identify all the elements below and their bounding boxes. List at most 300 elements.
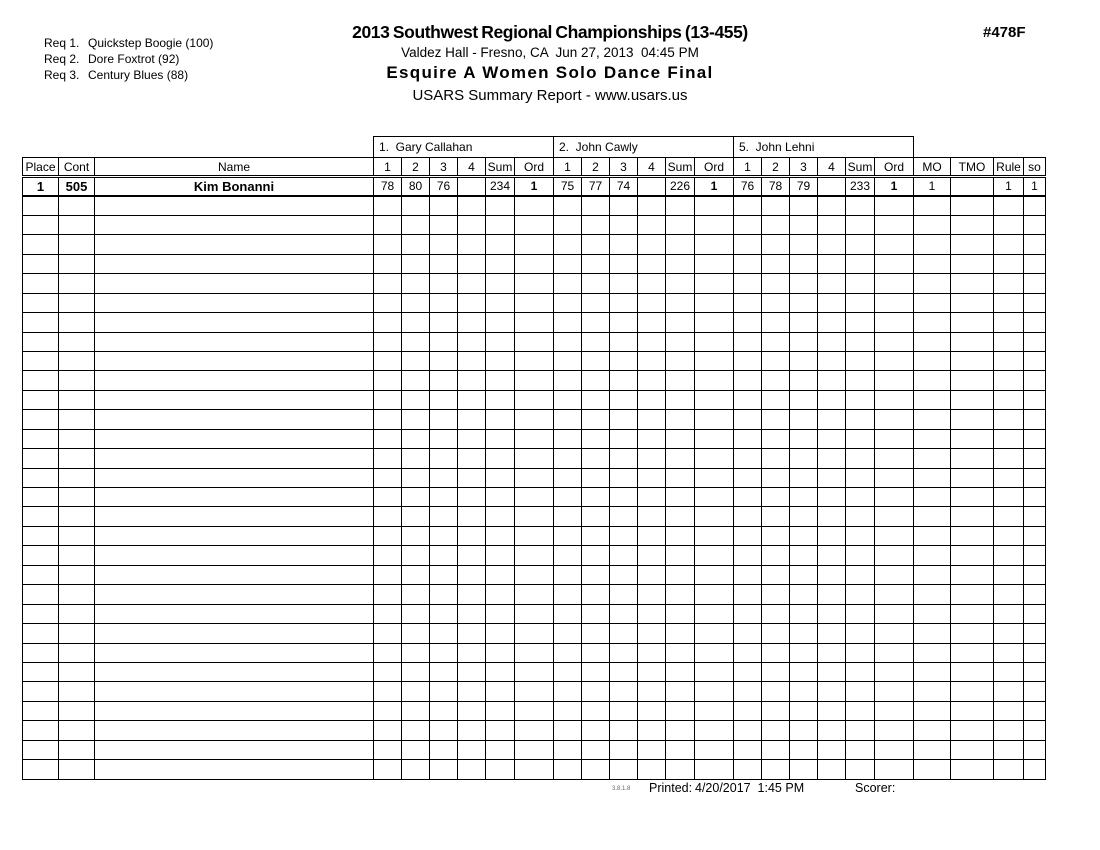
score-cell — [554, 585, 582, 604]
ordinal-cell — [875, 293, 914, 312]
tmo-cell — [951, 390, 994, 409]
sum-cell — [666, 760, 695, 779]
sum-cell — [486, 585, 515, 604]
ordinal-cell — [515, 293, 554, 312]
sum-cell — [666, 565, 695, 584]
score-cell — [762, 662, 790, 681]
sum-cell — [666, 740, 695, 759]
score-cell — [790, 410, 818, 429]
mo-cell — [914, 313, 951, 332]
score-cell — [458, 313, 486, 332]
score-cell — [638, 546, 666, 565]
sum-cell — [846, 682, 875, 701]
place-cell — [23, 488, 59, 507]
place-cell — [23, 351, 59, 370]
sum-cell — [486, 488, 515, 507]
score-cell — [458, 332, 486, 351]
sum-cell — [486, 196, 515, 215]
score-cell — [790, 488, 818, 507]
score-cell — [374, 351, 402, 370]
score-cell — [582, 351, 610, 370]
score-cell — [458, 546, 486, 565]
mo-cell — [914, 643, 951, 662]
mo-cell — [914, 410, 951, 429]
sum-cell — [846, 293, 875, 312]
so-cell — [1024, 565, 1046, 584]
score-cell: 80 — [402, 177, 430, 196]
place-cell — [23, 313, 59, 332]
score-cell — [554, 526, 582, 545]
place-cell — [23, 604, 59, 623]
score-cell — [402, 701, 430, 720]
ordinal-cell — [515, 585, 554, 604]
sum-cell — [846, 196, 875, 215]
score-cell — [790, 332, 818, 351]
empty-row — [23, 760, 1046, 779]
score-cell — [554, 449, 582, 468]
empty-row — [23, 274, 1046, 293]
score-cell — [818, 662, 846, 681]
contestant-number-cell — [59, 293, 95, 312]
rule-cell — [994, 254, 1024, 273]
score-cell — [458, 177, 486, 196]
ordinal-cell — [695, 371, 734, 390]
score-cell — [610, 643, 638, 662]
ordinal-cell — [875, 196, 914, 215]
score-cell — [582, 468, 610, 487]
sum-cell — [486, 760, 515, 779]
score-cell — [402, 740, 430, 759]
score-cell — [610, 585, 638, 604]
score-cell — [374, 313, 402, 332]
tmo-cell — [951, 371, 994, 390]
score-cell — [554, 351, 582, 370]
mo-cell — [914, 196, 951, 215]
score-cell — [430, 371, 458, 390]
ordinal-cell — [695, 235, 734, 254]
score-cell — [762, 682, 790, 701]
score-cell — [762, 254, 790, 273]
ordinal-cell — [695, 449, 734, 468]
mo-cell — [914, 293, 951, 312]
tmo-cell — [951, 488, 994, 507]
score-cell — [610, 721, 638, 740]
skater-name-cell — [95, 585, 374, 604]
score-cell — [582, 254, 610, 273]
score-cell — [430, 682, 458, 701]
judge-row-spacer — [914, 137, 1046, 158]
score-cell — [762, 371, 790, 390]
score-cell — [790, 293, 818, 312]
score-cell — [430, 643, 458, 662]
mo-cell — [914, 215, 951, 234]
sum-cell — [666, 215, 695, 234]
so-cell — [1024, 624, 1046, 643]
mo-cell — [914, 604, 951, 623]
empty-row — [23, 390, 1046, 409]
score-cell — [762, 235, 790, 254]
score-cell — [582, 488, 610, 507]
sum-cell — [486, 390, 515, 409]
ordinal-cell — [875, 760, 914, 779]
sum-cell — [666, 390, 695, 409]
so-cell — [1024, 371, 1046, 390]
score-cell — [818, 254, 846, 273]
score-cell — [402, 760, 430, 779]
sum-cell — [846, 526, 875, 545]
score-cell — [402, 215, 430, 234]
score-cell — [582, 332, 610, 351]
score-cell — [818, 585, 846, 604]
score-table — [22, 136, 1046, 780]
contestant-number-cell: 505 — [59, 177, 95, 196]
score-cell — [790, 526, 818, 545]
col-header-sum: Sum — [666, 158, 695, 177]
rule-cell: 1 — [994, 177, 1024, 196]
empty-row — [23, 351, 1046, 370]
ordinal-cell — [515, 488, 554, 507]
so-cell — [1024, 643, 1046, 662]
score-cell — [582, 682, 610, 701]
score-cell — [818, 293, 846, 312]
score-cell — [762, 351, 790, 370]
score-cell — [610, 682, 638, 701]
score-cell — [582, 274, 610, 293]
tmo-cell — [951, 760, 994, 779]
contestant-number-cell — [59, 701, 95, 720]
ordinal-cell: 1 — [875, 177, 914, 196]
score-cell — [818, 390, 846, 409]
mo-cell — [914, 721, 951, 740]
rule-cell — [994, 760, 1024, 779]
ordinal-cell — [695, 740, 734, 759]
sum-cell — [486, 546, 515, 565]
title-block — [0, 0, 1100, 104]
score-cell — [638, 468, 666, 487]
mo-cell — [914, 585, 951, 604]
tmo-cell — [951, 643, 994, 662]
score-cell — [402, 449, 430, 468]
ordinal-cell — [875, 526, 914, 545]
score-cell — [430, 235, 458, 254]
col-header-sum: Sum — [486, 158, 515, 177]
score-cell — [430, 585, 458, 604]
column-header-row — [23, 158, 1046, 177]
sum-cell — [666, 662, 695, 681]
score-cell — [638, 449, 666, 468]
empty-row — [23, 449, 1046, 468]
col-header-score-2: 2 — [762, 158, 790, 177]
score-cell — [734, 662, 762, 681]
sum-cell — [666, 429, 695, 448]
score-cell — [762, 410, 790, 429]
score-cell — [554, 565, 582, 584]
sum-cell — [666, 274, 695, 293]
score-cell — [554, 488, 582, 507]
score-cell — [818, 740, 846, 759]
ordinal-cell — [875, 604, 914, 623]
sum-cell — [666, 604, 695, 623]
score-cell — [458, 196, 486, 215]
score-cell — [762, 274, 790, 293]
ordinal-cell — [875, 740, 914, 759]
score-cell — [402, 721, 430, 740]
printed-label: Printed: — [649, 781, 693, 795]
sum-cell — [666, 488, 695, 507]
col-header-name: Name — [95, 158, 374, 177]
rule-cell — [994, 565, 1024, 584]
score-cell — [818, 449, 846, 468]
score-cell — [610, 215, 638, 234]
skater-name-cell — [95, 488, 374, 507]
so-cell — [1024, 468, 1046, 487]
score-cell — [402, 235, 430, 254]
ordinal-cell — [695, 760, 734, 779]
so-cell — [1024, 351, 1046, 370]
col-header-score-3: 3 — [430, 158, 458, 177]
mo-cell — [914, 507, 951, 526]
skater-name-cell — [95, 468, 374, 487]
score-cell — [582, 624, 610, 643]
score-cell — [402, 526, 430, 545]
score-cell — [554, 235, 582, 254]
sum-cell — [846, 429, 875, 448]
sum-cell — [486, 624, 515, 643]
score-cell — [734, 721, 762, 740]
score-cell — [638, 429, 666, 448]
score-cell — [734, 488, 762, 507]
ordinal-cell: 1 — [515, 177, 554, 196]
score-cell — [734, 740, 762, 759]
place-cell — [23, 662, 59, 681]
tmo-cell — [951, 740, 994, 759]
rule-cell — [994, 526, 1024, 545]
score-cell — [638, 760, 666, 779]
judge-header-row — [23, 137, 1046, 158]
score-cell — [458, 760, 486, 779]
contestant-number-cell — [59, 390, 95, 409]
skater-name-cell — [95, 721, 374, 740]
score-cell — [430, 546, 458, 565]
score-cell — [790, 196, 818, 215]
score-cell: 76 — [734, 177, 762, 196]
rule-cell — [994, 215, 1024, 234]
score-cell — [638, 313, 666, 332]
version-text: 3.8.1.8 — [612, 786, 631, 792]
score-cell — [734, 351, 762, 370]
score-cell — [458, 488, 486, 507]
rule-cell — [994, 507, 1024, 526]
score-cell — [762, 390, 790, 409]
empty-row — [23, 371, 1046, 390]
score-cell — [582, 643, 610, 662]
skater-name-cell — [95, 662, 374, 681]
score-cell — [638, 740, 666, 759]
score-cell — [402, 410, 430, 429]
score-cell — [818, 371, 846, 390]
tmo-cell — [951, 351, 994, 370]
score-cell — [762, 196, 790, 215]
score-cell — [818, 332, 846, 351]
rule-cell — [994, 701, 1024, 720]
score-cell — [790, 468, 818, 487]
ordinal-cell — [515, 526, 554, 545]
score-cell — [734, 215, 762, 234]
score-cell — [762, 760, 790, 779]
skater-name-cell — [95, 215, 374, 234]
score-cell — [582, 410, 610, 429]
tmo-cell — [951, 585, 994, 604]
ordinal-cell — [515, 721, 554, 740]
report-number: #478F — [983, 24, 1026, 41]
score-cell — [638, 274, 666, 293]
score-cell — [734, 468, 762, 487]
contestant-number-cell — [59, 604, 95, 623]
ordinal-cell — [875, 721, 914, 740]
score-cell — [790, 351, 818, 370]
score-cell — [554, 468, 582, 487]
score-cell — [374, 682, 402, 701]
score-cell — [374, 390, 402, 409]
skater-name-cell — [95, 760, 374, 779]
place-cell: 1 — [23, 177, 59, 196]
score-cell — [374, 332, 402, 351]
score-cell — [430, 507, 458, 526]
mo-cell — [914, 468, 951, 487]
ordinal-cell — [875, 468, 914, 487]
ordinal-cell — [515, 410, 554, 429]
so-cell — [1024, 390, 1046, 409]
ordinal-cell — [515, 371, 554, 390]
tmo-cell — [951, 449, 994, 468]
ordinal-cell — [875, 332, 914, 351]
sum-cell — [666, 682, 695, 701]
mo-cell — [914, 429, 951, 448]
rule-cell — [994, 488, 1024, 507]
score-cell — [554, 215, 582, 234]
ordinal-cell — [875, 546, 914, 565]
col-header-ord: Ord — [875, 158, 914, 177]
score-cell — [402, 293, 430, 312]
tmo-cell — [951, 468, 994, 487]
contestant-number-cell — [59, 410, 95, 429]
sum-cell — [486, 235, 515, 254]
sum-cell — [666, 313, 695, 332]
score-cell — [790, 721, 818, 740]
tmo-cell — [951, 196, 994, 215]
score-cell — [790, 662, 818, 681]
score-cell — [458, 701, 486, 720]
score-cell — [762, 468, 790, 487]
sum-cell — [846, 721, 875, 740]
skater-name-cell — [95, 235, 374, 254]
mo-cell — [914, 371, 951, 390]
score-cell — [734, 643, 762, 662]
rule-cell — [994, 429, 1024, 448]
score-cell — [430, 701, 458, 720]
score-cell — [402, 488, 430, 507]
tmo-cell — [951, 565, 994, 584]
empty-row — [23, 468, 1046, 487]
sum-cell — [846, 235, 875, 254]
sum-cell — [846, 468, 875, 487]
score-cell — [430, 624, 458, 643]
score-cell — [554, 371, 582, 390]
score-cell — [638, 215, 666, 234]
sum-cell — [846, 410, 875, 429]
score-cell — [734, 760, 762, 779]
col-header-sum: Sum — [846, 158, 875, 177]
mo-cell — [914, 624, 951, 643]
sum-cell — [666, 507, 695, 526]
mo-cell — [914, 526, 951, 545]
ordinal-cell — [875, 429, 914, 448]
so-cell — [1024, 760, 1046, 779]
score-cell — [402, 371, 430, 390]
empty-row — [23, 682, 1046, 701]
report-type-line: USARS Summary Report - www.usars.us — [412, 87, 688, 104]
score-cell — [790, 760, 818, 779]
col-header-score-4: 4 — [818, 158, 846, 177]
tmo-cell — [951, 332, 994, 351]
score-cell — [818, 468, 846, 487]
score-cell — [582, 507, 610, 526]
tmo-cell — [951, 313, 994, 332]
sum-cell — [846, 565, 875, 584]
contestant-number-cell — [59, 429, 95, 448]
ordinal-cell — [875, 585, 914, 604]
ordinal-cell — [875, 235, 914, 254]
score-cell — [818, 604, 846, 623]
sum-cell — [666, 468, 695, 487]
contestant-number-cell — [59, 449, 95, 468]
skater-name-cell — [95, 546, 374, 565]
score-cell — [430, 740, 458, 759]
score-cell — [638, 410, 666, 429]
rule-cell — [994, 351, 1024, 370]
tmo-cell — [951, 429, 994, 448]
mo-cell — [914, 760, 951, 779]
printed-datetime: 4/20/2017 1:45 PM — [695, 781, 805, 795]
sum-cell — [846, 351, 875, 370]
ordinal-cell — [695, 488, 734, 507]
score-cell — [374, 760, 402, 779]
skater-name-cell — [95, 526, 374, 545]
score-cell — [790, 235, 818, 254]
place-cell — [23, 390, 59, 409]
contestant-number-cell — [59, 507, 95, 526]
score-cell — [818, 565, 846, 584]
mo-cell — [914, 740, 951, 759]
empty-row — [23, 254, 1046, 273]
place-cell — [23, 449, 59, 468]
score-cell — [638, 371, 666, 390]
skater-name-cell — [95, 449, 374, 468]
score-cell — [762, 293, 790, 312]
score-cell — [582, 565, 610, 584]
sum-cell — [846, 643, 875, 662]
score-cell — [638, 488, 666, 507]
score-cell — [582, 585, 610, 604]
ordinal-cell — [515, 351, 554, 370]
empty-row — [23, 740, 1046, 759]
judge-row-spacer — [23, 137, 374, 158]
empty-row — [23, 196, 1046, 215]
score-cell — [582, 293, 610, 312]
score-cell — [430, 274, 458, 293]
contestant-number-cell — [59, 624, 95, 643]
place-cell — [23, 371, 59, 390]
